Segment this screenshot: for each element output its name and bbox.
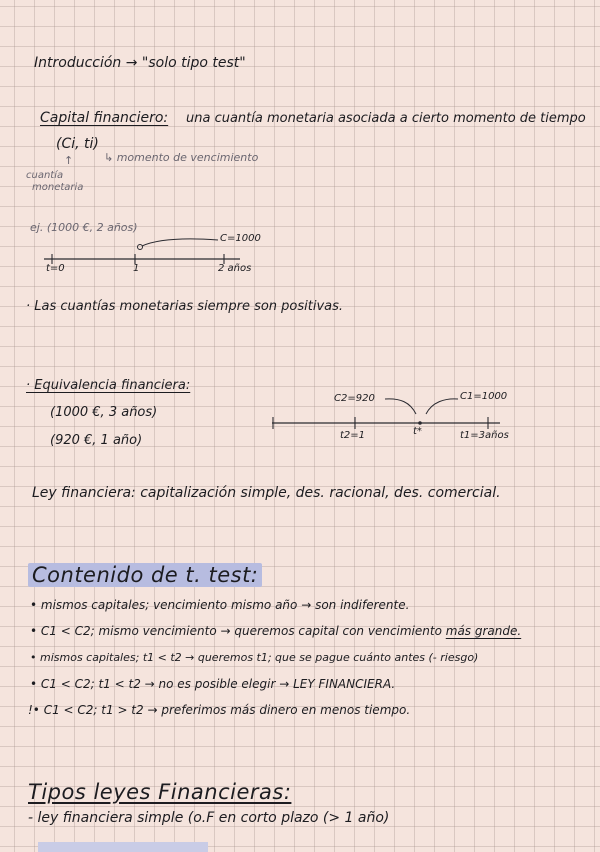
bullet-marker: • — [30, 651, 37, 664]
bullet-text: C1 < C2; t1 > t2 → preferimos más dinero en menos tiempo. — [43, 703, 411, 717]
contenido-bullet-4 — [30, 677, 395, 691]
bullet-text: C1 < C2; t1 < t2 → no es posible elegir → LEY FINANCIERA. — [40, 677, 396, 691]
bullet-marker: • — [30, 624, 38, 638]
amount-note-1: cuantía — [26, 170, 64, 181]
contenido-heading — [28, 563, 262, 587]
tipos-next-highlight — [38, 842, 208, 852]
bullet-emphasis: más grande. — [445, 624, 522, 638]
bullet-text: C1 < C2; mismo vencimiento → queremos capital con vencimiento — [40, 624, 446, 638]
contenido-bullet-1 — [30, 598, 409, 612]
diagram-t2: t2=1 — [340, 430, 366, 441]
diagram-c1: C1=1000 — [460, 391, 508, 402]
positive-note: · Las cuantías monetarias siempre son positivas. — [26, 299, 344, 314]
bullet-marker: • — [30, 677, 38, 691]
bullet-text: mismos capitales; t1 < t2 → queremos t1; que se pague cuánto antes (- riesgo) — [40, 651, 479, 664]
tipos-heading: Tipos leyes Financieras: — [28, 780, 292, 804]
equivalencia-title: · Equivalencia financiera: — [26, 378, 191, 393]
amount-note-2: monetaria — [32, 182, 84, 193]
example-t0: t=0 — [46, 263, 65, 274]
ley-financiera-line: Ley financiera: capitalización simple, des. racional, des. comercial. — [32, 485, 501, 501]
example-label: ej. (1000 €, 2 años) — [30, 221, 138, 234]
capital-definition: una cuantía monetaria asociada a cierto momento de tiempo — [186, 111, 586, 126]
diagram-tstar: t* — [413, 426, 422, 437]
contenido-heading-text: Contenido de t. test: — [28, 563, 262, 587]
intro-line: Introducción → "solo tipo test" — [34, 55, 246, 71]
tipos-line-1: - ley financiera simple (o.F en corto plazo (> 1 año) — [28, 810, 390, 826]
example-c-label: C=1000 — [220, 233, 261, 244]
contenido-bullet-3 — [30, 651, 478, 664]
bullet-marker: • — [30, 598, 38, 612]
capital-term: Capital financiero: — [40, 110, 169, 126]
equivalencia-item-2: (920 €, 1 año) — [50, 433, 143, 448]
diagram-c2: C2=920 — [334, 393, 375, 404]
bullet-marker: !• — [28, 703, 40, 717]
bullet-text: mismos capitales; vencimiento mismo año → son indiferente. — [40, 598, 410, 612]
moment-note: ↳ momento de vencimiento — [104, 151, 259, 164]
contenido-bullet-2 — [30, 624, 521, 638]
example-t2: 2 años — [218, 263, 252, 274]
contenido-bullet-5 — [28, 703, 410, 717]
capital-notation: (Ci, ti) — [56, 136, 99, 152]
equivalencia-item-1: (1000 €, 3 años) — [50, 405, 158, 420]
arrow-up-icon: ↑ — [64, 154, 74, 167]
example-t1: 1 — [133, 263, 140, 274]
diagram-t1: t1=3años — [460, 430, 509, 441]
